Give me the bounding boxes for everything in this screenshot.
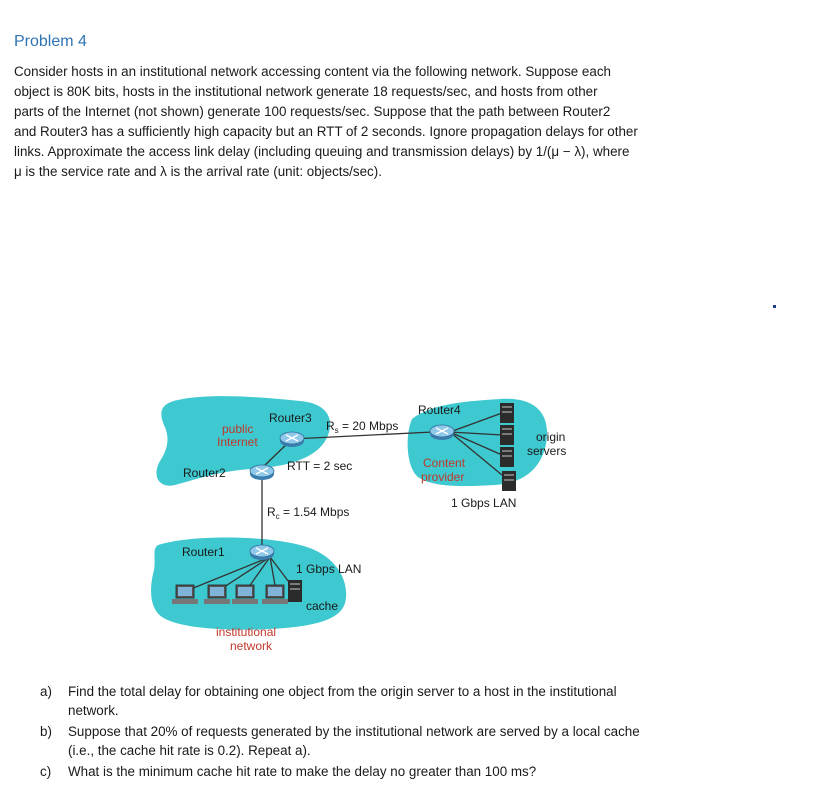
rc-value: = 1.54 Mbps xyxy=(279,505,350,519)
problem-title: Problem 4 xyxy=(14,33,87,50)
content-provider-label: provider xyxy=(421,470,465,484)
rs-value: = 20 Mbps xyxy=(338,419,399,433)
question-item xyxy=(40,762,820,781)
router1-label: Router1 xyxy=(182,545,225,559)
router4-label: Router4 xyxy=(418,403,461,417)
question-label: c) xyxy=(40,764,52,779)
router1-icon xyxy=(250,545,274,560)
network-diagram xyxy=(150,395,590,665)
rs-label xyxy=(326,419,398,435)
question-label: b) xyxy=(40,724,52,739)
router2-icon xyxy=(250,465,274,480)
content-provider-label: Content xyxy=(423,456,466,470)
intro-line: links. Approximate the access link delay (including queuing and transmission delays) by 1/(μ − λ), where xyxy=(14,144,630,159)
institutional-network-label: network xyxy=(230,639,273,653)
intro-line: object is 80K bits, hosts in the institutional network generate 18 requests/sec, and hosts from other xyxy=(14,84,598,99)
rc-symbol: R xyxy=(267,505,276,519)
rc-label xyxy=(267,505,349,521)
question-item xyxy=(40,722,820,760)
intro-line: and Router3 has a sufficiently high capacity but an RTT of 2 seconds. Ignore propagation delays for other xyxy=(14,124,638,139)
institutional-network-cloud xyxy=(151,538,346,630)
origin-servers-label: servers xyxy=(527,444,567,458)
cache-label: cache xyxy=(306,599,339,613)
question-text: (i.e., the cache hit rate is 0.2). Repeat a). xyxy=(68,743,311,758)
rs-symbol: R xyxy=(326,419,335,433)
problem-intro xyxy=(14,62,814,182)
stray-dot xyxy=(773,305,776,308)
origin-server-icon xyxy=(502,471,516,491)
question-item xyxy=(40,682,820,720)
public-internet-label: Internet xyxy=(217,435,258,449)
lan-top-label: 1 Gbps LAN xyxy=(451,496,517,510)
intro-line: parts of the Internet (not shown) generate 100 requests/sec. Suppose that the path between Router2 xyxy=(14,104,611,119)
questions-list xyxy=(40,682,820,783)
router2-label: Router2 xyxy=(183,466,226,480)
router3-icon xyxy=(280,432,304,447)
lan-bottom-label: 1 Gbps LAN xyxy=(296,562,362,576)
question-text: Find the total delay for obtaining one object from the origin server to a host in the institutional xyxy=(68,684,617,699)
question-text: What is the minimum cache hit rate to make the delay no greater than 100 ms? xyxy=(68,764,537,779)
rc-subscript: c xyxy=(275,512,280,521)
router3-label: Router3 xyxy=(269,411,312,425)
cache-server-icon xyxy=(288,580,302,602)
intro-line: Consider hosts in an institutional network accessing content via the following network. Suppose each xyxy=(14,64,611,79)
origin-server-icon xyxy=(500,425,514,445)
question-text: Suppose that 20% of requests generated by the institutional network are served by a local cache xyxy=(68,724,640,739)
host-computer-icon xyxy=(204,585,230,604)
host-computer-icon xyxy=(172,585,198,604)
origin-servers-label: origin xyxy=(536,430,566,444)
origin-server-icon xyxy=(500,447,514,467)
host-computer-icon xyxy=(232,585,258,604)
question-text: network. xyxy=(68,703,119,718)
rtt-label: RTT = 2 sec xyxy=(287,459,353,473)
intro-line: μ is the service rate and λ is the arrival rate (unit: objects/sec). xyxy=(14,164,382,179)
institutional-network-label: institutional xyxy=(216,625,277,639)
host-computer-icon xyxy=(262,585,288,604)
router4-icon xyxy=(430,425,454,440)
origin-server-icon xyxy=(500,403,514,423)
public-internet-label: public xyxy=(222,422,254,436)
rs-subscript: s xyxy=(334,426,339,435)
question-label: a) xyxy=(40,684,52,699)
